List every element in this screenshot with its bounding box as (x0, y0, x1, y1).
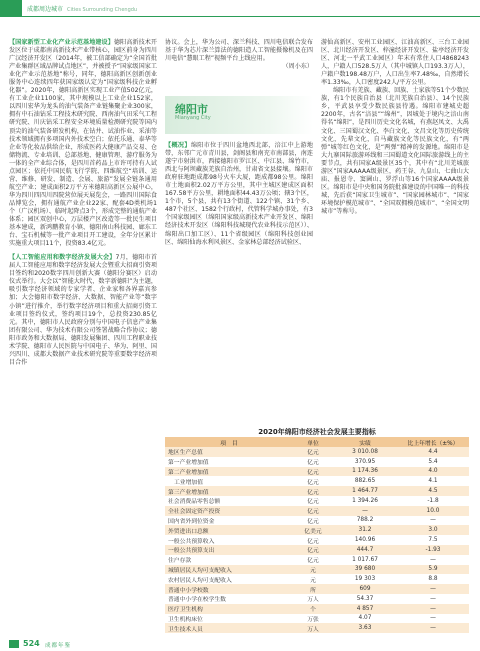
table-cell-item: 一般公共预算收入 (168, 538, 215, 545)
table-cell-value: 39 680 (333, 565, 397, 575)
table-cell-growth: 5.4 (428, 458, 438, 465)
table-cell-value: 1 174.36 (333, 467, 397, 477)
table-cell-value: 882.65 (354, 478, 376, 485)
table-cell-growth: — (397, 623, 469, 633)
table-cell-growth: 7.5 (428, 537, 438, 544)
table-row (165, 565, 469, 575)
section-body-industrial-base: 德阳高新技术开发区位于成都南高新技术产业带核心，园区前身为四川广汉经济开发区（2014年，被工信部确定为“全国首批产业集群区域品牌试点地区”，并被授予“国家级国家工业化产业示范基地”称号，同年，德阳高新区创新创业服务中心连续四年获国家级认定为“国家级科技企业孵化器”。2020年，德阳高新区实现工业产值502亿元，有工业企业1100家，其中规模以上工业企业152家，以四川宏华为龙头的油气装备产业链集聚企业300家，拥有中石油钻采工程技术研究院、西南油气田采气工程研究院、川庆钻采工程安全环境质量检测研究院等国内顶尖的油气装备研发机构，在钻井、试油作业、采油等技术领域拥有多项国内外技术空白；依托乐通、泰华等企业等化妆品供给企业，形成医药大健康产品交易、仓储物流、专业培训、总部基地、健康管理、游疗服务为一体的全产业综合体，是四川首药品上市许可持有人试点园区；依托中国民航飞行学院、四维航空“培训、运营、维修、研发、制造、会展、旅游”发展全链条通用航空产业；建成面积2万平方米德阳高新区公展中心，华为四川四四川四院营位展天展览会，一路四川国际食品博览会，拥有通航产业企业22家、配套4D类机场1个（广汉机场）、临时起降点3个，形成完整的通航产业体系；园区双创中心，万层楼产区改造等一批民生项目基本建成，新鸿鹏教育小镇、德阳南山科技园、廊东工台、宝石机械等一批产业项目开工建设，全年分区累计实施重大项目11个，投资83.4亿元。 (9, 39, 158, 248)
table-row (165, 614, 469, 624)
table-cell-value: 31.2 (333, 525, 397, 535)
header-accent-bar (0, 0, 22, 16)
table-cell-unit: 亿元 (293, 545, 333, 555)
table-cell-unit: 亿元 (307, 518, 319, 525)
column-middle (165, 39, 313, 71)
table-cell-unit: 万人 (293, 623, 333, 633)
column-right (321, 39, 469, 216)
section-heading-overview: 【概况】 (165, 142, 191, 149)
footer-accent-mark (9, 640, 19, 648)
table-cell-unit: 万张 (307, 616, 319, 623)
table-cell-growth: -1.8 (427, 497, 439, 504)
section-heading-ai-conference: 【人工智能应用和数字经济发展大会】 (9, 254, 116, 262)
table-cell-item: 医疗卫生机构 (165, 604, 293, 614)
continued-paragraph: 协议。会上，华为公司、深兰科技、四川电信联合发布基于华为芯片深兰算法的德阳造人工智能摄像机及在四川电信“慧眼工程”视频平台上线应用。 (165, 39, 313, 63)
table-cell-growth: 4.5 (397, 486, 469, 496)
section-body-overview: 绵阳市位于四川盆地西北部，涪江中上游地带，东邻广元市青川县，剑阁县和南充市南部县，南连遂宁市射洪市，西接德阳市罗江区、中江县、绵竹市，西北与阿坝藏族羌族自治州，甘肃省文县接壤。绵阳市政府驻地距成都98号火车大厦，距成都98公里。绵阳市土地面积2.02万平方公里，其中主城区建成区面积167.58平方公里，耕地面积44.43万公顷；辖3个区，1个市，5个县，共有13个街道、122个镇、31个乡、487个社区、1582个行政村，代管科学城办事处，有3个国家级园区（绵阳国家级高新技术产业开发区、绵阳经济技术开发区（绵阳科技城现代农业科技示范区））、绵阳出口加工区）、11个省级园区（绵阳科技创业园区、绵阳仙海水利风景区、金家林总部经济试验区、 (165, 142, 314, 246)
table-cell-value: 140.96 (354, 537, 376, 544)
table-cell-item: 社会消费品零售总额 (168, 499, 221, 506)
table-cell-item: 第二产业增加值 (165, 467, 293, 477)
table-cell-unit: 亿元 (307, 538, 319, 545)
overview-continued: 游仙高新区、安州工业园区、江油高新区、三台工业园区、北川经济开发区、梓潼经济开发区、盐亭经济开发区、河北一平武工业园区）年末有常住人口4868243人，户籍人口528.5万人（其中城镇人口193.3万人），户籍户数198.48万户，人口出生率7.48‰，自然增长率1.33‰，人口密度242人/平方公里。 (321, 39, 469, 87)
table-cell-item: 普通中小学校数 (165, 584, 293, 594)
table-cell-growth: — (397, 604, 469, 614)
column-middle-overview (165, 142, 313, 247)
table-cell-item: 地区生产总值 (165, 447, 293, 457)
table-cell-value: 444.7 (333, 545, 397, 555)
table-cell-growth: 5.9 (397, 565, 469, 575)
table-cell-unit: 亿元 (293, 506, 333, 516)
table-header-item: 项 目 (165, 437, 293, 447)
table-row (165, 516, 469, 526)
page-header (0, 0, 480, 18)
table-cell-growth: -1.93 (397, 545, 469, 555)
table-row (165, 535, 469, 545)
table-cell-unit: 亿元 (293, 467, 333, 477)
table-header-growth: 比上年增长（±%） (397, 437, 469, 447)
table-cell-value: 1 394.26 (352, 497, 378, 504)
table-cell-item: 外贸进出口总额 (165, 525, 293, 535)
table-cell-unit: 亿元 (307, 460, 319, 467)
table-cell-growth: — (430, 556, 436, 563)
table-cell-unit: 所 (293, 584, 333, 594)
table-cell-growth: 3.0 (397, 525, 469, 535)
table-cell-growth: — (430, 615, 436, 622)
table-cell-item: 普通中小学在校学生数 (168, 597, 226, 604)
table-row (165, 486, 469, 496)
table-cell-unit: 元 (310, 577, 316, 584)
table-header-value: 实绩 (333, 437, 397, 447)
header-rule (0, 16, 480, 17)
table-row (165, 545, 469, 555)
section-body-ai-conference: 7月，德阳市首届人工智能应用和数字经济发展大会暨重大招商引资项目签约和2020数字四川创新大赛（德阳分赛区）启动仪式举行。大会以“智能大时代，数字新德阳”为主题，吸引数字经济领域的专家学者、企业家和各界嘉宾参加；大会德阳市数字经济、大数据、智能产业等“数字小镇”进行推介，举行数字经济项目和重大招商引资工业项目签约仪式，签约项目19个，总投资230.85亿元。其中，德阳市人民政府分别与中国电子信息产业集团有限公司、华为技术有限公司签署战略合作协议；德阳市政务和大数据局、德阳发展集团、四川工程职业技术学院、德阳市人民医院与中国电子、华为、阿里、国兴四川、成都大数据产业技术研究院等重要数字经济项目合作 (9, 254, 157, 366)
table-cell-value: 19 303 (354, 576, 376, 583)
table-cell-growth: — (430, 517, 436, 524)
table-title: 2020年绵阳市经济社会发展主要指标 (258, 428, 376, 436)
table-row (165, 623, 469, 633)
table-row (165, 496, 469, 506)
table-cell-item: 全社会固定资产投资 (165, 506, 293, 516)
table-cell-item: 农村居民人均可支配收入 (168, 577, 232, 584)
table-row (165, 447, 469, 457)
table-row (165, 594, 469, 604)
overview-ethnic-culture: 绵阳市有羌族、藏族、回族、土家族等51个少数民族，有1个民族自治县（北川羌族自治县）、14个民族乡，平武县享受少数民族县待遇。绵阳市建城史超2200年，古名“涪县”“绵州”，因城处于境内之涪山南得名“绵阳”，是四川历史文化名城，有燕赵凤文、大禹文化、三国蜀汉文化、李白文化、文昌文化等历史传统文化，先辈文化，自马藏族文化等民族文化，有“两弹”城等红色文化，是“两弹”精神的发源地。绵阳市是大九寨国际旅游环线和三国蜀道文化国际旅游线上的主要节点，共有国家A级景区35个，其中有“北川羌城旅游区”国家AAAAA级景区，药王谷、九皇山、七曲山大庙、报恩寺、窦圌山、罗浮山等16个国家AAAA级景区。绵阳市是中央和国务院批准建设的中国唯一的科技城，先后获“国家卫生城市”、“国家园林城市”、“国家环境保护模范城市”、“全国双拥模范城市”、“全国文明城市”等称号。 (321, 87, 469, 215)
table-cell-item: 住户存款 (168, 558, 192, 565)
table-cell-growth: 10.0 (397, 506, 469, 516)
table-body (165, 447, 469, 633)
city-section-banner (165, 96, 313, 134)
table-cell-value: 3 010.08 (333, 447, 397, 457)
book-title: 成都年鉴 (45, 643, 72, 649)
table-cell-unit: 个 (293, 604, 333, 614)
table-cell-value: 4.07 (358, 615, 372, 622)
column-left (9, 39, 157, 367)
page-number: 524 (23, 639, 40, 648)
city-title-english: Mianyang City (175, 115, 211, 121)
table-header-row (165, 437, 469, 447)
table-cell-value: 788.2 (356, 517, 374, 524)
table-cell-value: 4 857 (333, 604, 397, 614)
table-cell-item: 工业增加值 (174, 479, 203, 486)
table-cell-value: 609 (333, 584, 397, 594)
table-row (165, 506, 469, 516)
table-cell-unit: 万人 (307, 597, 319, 604)
table-row (165, 555, 469, 565)
table-cell-item: 卫生技术人员 (165, 623, 293, 633)
table-cell-item: 一般公共预算支出 (165, 545, 293, 555)
table-cell-unit: 亿元 (293, 447, 333, 457)
indicators-table (165, 437, 469, 633)
section-heading-industrial-base: 【国家新型工业化产业示范基地建设】 (9, 39, 114, 46)
table-header-unit: 单位 (293, 437, 333, 447)
table-row (165, 574, 469, 584)
table-row (165, 467, 469, 477)
table-cell-unit: 亿元 (307, 499, 319, 506)
table-cell-item: 第一产业增加值 (168, 460, 209, 467)
table-cell-value: 1 464.77 (333, 486, 397, 496)
table-cell-value: 370.95 (354, 458, 376, 465)
table-row (165, 525, 469, 535)
table-cell-growth: — (430, 595, 436, 602)
table-cell-unit: 亿元 (293, 486, 333, 496)
table-cell-unit: 亿元 (307, 558, 319, 565)
table-cell-item: 卫生机构床位 (168, 616, 203, 623)
city-title: 绵阳市 (175, 103, 208, 116)
article-author: （周小东） (282, 63, 313, 71)
table-cell-growth: 8.8 (428, 576, 438, 583)
table-cell-item: 国内省外到位资金 (168, 518, 215, 525)
table-cell-unit: 亿美元 (293, 525, 333, 535)
table-cell-unit: 元 (293, 565, 333, 575)
table-cell-unit: 亿元 (307, 479, 319, 486)
table-cell-item: 城镇居民人均可支配收入 (165, 565, 293, 575)
table-cell-growth: 4.4 (397, 447, 469, 457)
table-row (165, 476, 469, 486)
table-cell-value: 54.37 (356, 595, 374, 602)
table-cell-growth: 4.0 (397, 467, 469, 477)
table-cell-value: — (333, 506, 397, 516)
table-cell-growth: 4.1 (428, 478, 438, 485)
table-cell-value: 1 017.67 (352, 556, 378, 563)
running-head-english: Cities Surrounding Chengdu (67, 7, 138, 13)
page-footer (0, 638, 480, 651)
table-cell-value: 3.63 (333, 623, 397, 633)
running-head (27, 4, 137, 13)
table-cell-growth: — (397, 584, 469, 594)
table-row (165, 584, 469, 594)
running-head-title: 成都周边城市 (27, 6, 64, 13)
table-row (165, 457, 469, 467)
table-row (165, 604, 469, 614)
table-cell-item: 第三产业增加值 (165, 486, 293, 496)
